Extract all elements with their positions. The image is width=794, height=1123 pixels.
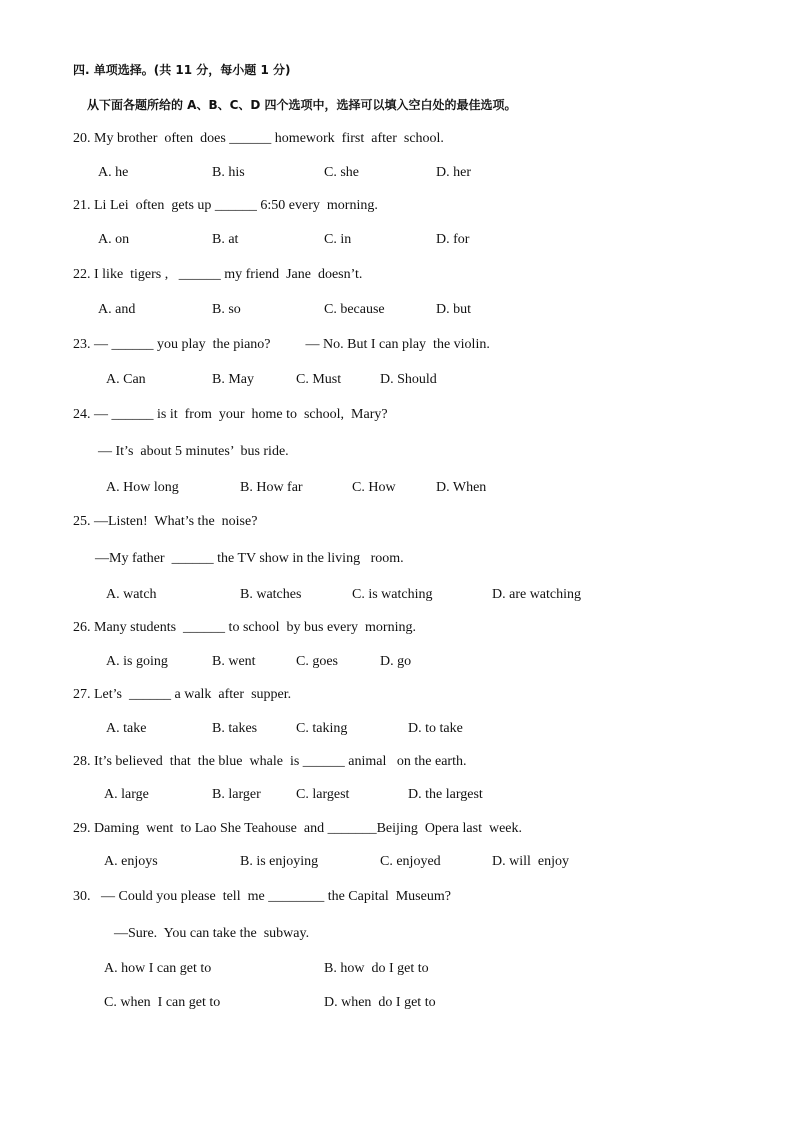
option[interactable]: A. he	[98, 165, 129, 180]
option[interactable]: A. take	[106, 721, 147, 736]
option[interactable]: C. she	[324, 165, 359, 180]
option[interactable]: B. watches	[240, 587, 302, 602]
option[interactable]: D. when do I get to	[324, 995, 436, 1010]
option[interactable]: A. on	[98, 232, 130, 247]
option[interactable]: D. will enjoy	[492, 854, 569, 869]
option[interactable]: A. and	[98, 302, 136, 317]
question-stem-line: — It’s about 5 minutes’ bus ride.	[98, 444, 289, 459]
option[interactable]: D. When	[436, 480, 487, 495]
option[interactable]: B. so	[212, 302, 241, 317]
option[interactable]: A. is going	[106, 654, 168, 669]
option[interactable]: C. How	[352, 480, 396, 495]
option[interactable]: A. How long	[106, 480, 179, 495]
option[interactable]: C. enjoyed	[380, 854, 441, 869]
option[interactable]: B. at	[212, 232, 239, 247]
option[interactable]: D. her	[436, 165, 471, 180]
question-stem: 28. It’s believed that the blue whale is ______ animal on the earth.	[73, 754, 467, 769]
option[interactable]: B. takes	[212, 721, 258, 736]
option[interactable]: D. for	[436, 232, 470, 247]
option[interactable]: D. but	[436, 302, 471, 317]
option[interactable]: C. goes	[296, 654, 338, 669]
option[interactable]: A. Can	[106, 372, 146, 387]
option[interactable]: A. enjoys	[104, 854, 158, 869]
option[interactable]: D. to take	[408, 721, 463, 736]
option[interactable]: D. go	[380, 654, 412, 669]
option[interactable]: B. May	[212, 372, 254, 387]
option[interactable]: A. watch	[106, 587, 157, 602]
option[interactable]: B. his	[212, 165, 245, 180]
option[interactable]: C. in	[324, 232, 352, 247]
question-stem-line: —Sure. You can take the subway.	[114, 926, 310, 941]
question-stem: 24. — ______ is it from your home to school, Mary?	[73, 407, 388, 422]
question-stem: 22. I like tigers , ______ my friend Jane doesn’t.	[73, 267, 363, 282]
section-instruction: 从下面各题所给的 A、B、C、D 四个选项中，选择可以填入空白处的最佳选项。	[87, 98, 517, 112]
option[interactable]: D. the largest	[408, 787, 483, 802]
option[interactable]: C. taking	[296, 721, 348, 736]
option[interactable]: C. because	[324, 302, 385, 317]
question-stem: 25. —Listen! What’s the noise?	[73, 514, 258, 529]
question-stem: 27. Let’s ______ a walk after supper.	[73, 687, 292, 702]
question-stem: 20. My brother often does ______ homework first after school.	[73, 131, 444, 146]
question-stem-line: —My father ______ the TV show in the living room.	[95, 551, 404, 566]
option[interactable]: D. Should	[380, 372, 437, 387]
option[interactable]: B. larger	[212, 787, 261, 802]
question-stem: 29. Daming went to Lao She Teahouse and _______Beijing Opera last week.	[73, 821, 522, 836]
option[interactable]: B. How far	[240, 480, 303, 495]
question-stem: 23. — ______ you play the piano? — No. But I can play the violin.	[73, 337, 490, 352]
option[interactable]: B. is enjoying	[240, 854, 319, 869]
option[interactable]: C. largest	[296, 787, 350, 802]
option[interactable]: B. how do I get to	[324, 961, 429, 976]
option[interactable]: C. is watching	[352, 587, 433, 602]
option[interactable]: A. how I can get to	[104, 961, 212, 976]
option[interactable]: C. Must	[296, 372, 342, 387]
option[interactable]: C. when I can get to	[104, 995, 221, 1010]
question-stem: 30. — Could you please tell me ________ the Capital Museum?	[73, 889, 451, 904]
question-stem: 21. Li Lei often gets up ______ 6:50 every morning.	[73, 198, 378, 213]
section-heading: 四. 单项选择。(共 11 分，每小题 1 分)	[73, 63, 291, 77]
question-stem: 26. Many students ______ to school by bus every morning.	[73, 620, 416, 635]
option[interactable]: B. went	[212, 654, 256, 669]
option[interactable]: A. large	[104, 787, 149, 802]
option[interactable]: D. are watching	[492, 587, 582, 602]
